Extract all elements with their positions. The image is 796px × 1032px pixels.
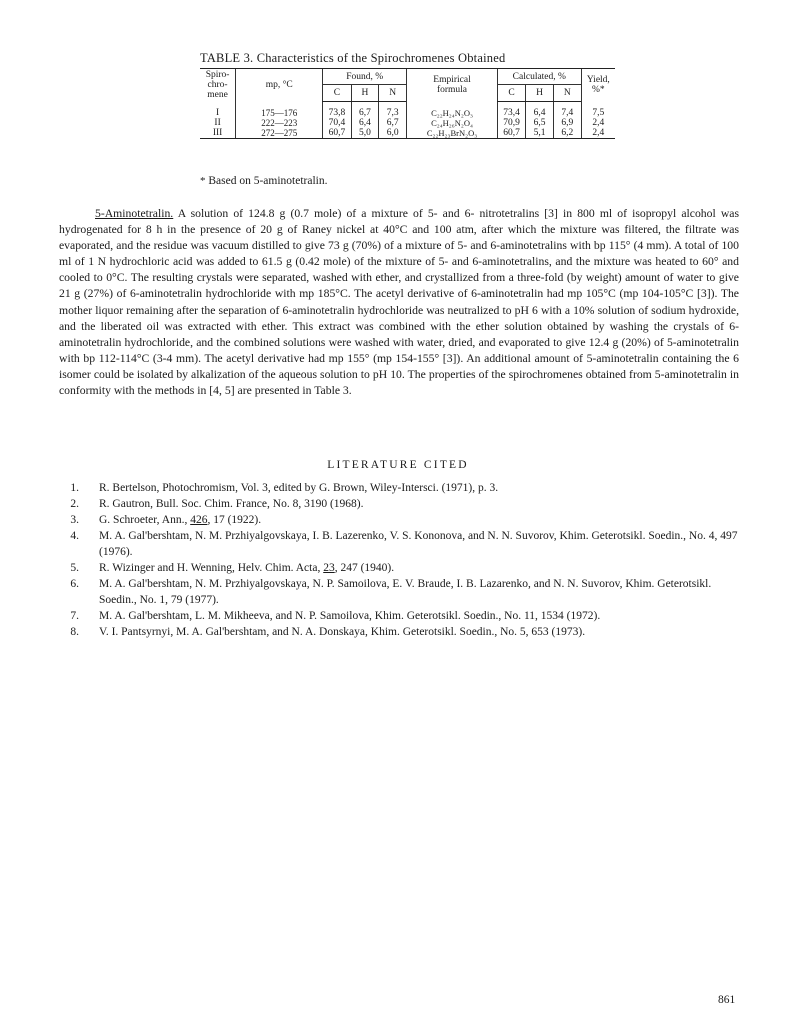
header-found-c: C (323, 85, 351, 101)
cell-found-c: 70,4 (323, 118, 351, 128)
reference-text: M. A. Gal'bershtam, N. M. Przhiyalgovskaya, N. P. Samoilova, E. V. Braude, I. B. Lazarenko, and N. N. Suvorov, Khim. Geterotsikl. Soedin., No. 1, 79 (1977). (99, 578, 712, 606)
cell-compound: I (215, 107, 220, 118)
reference-text: M. A. Gal'bershtam, N. M. Przhiyalgovskaya, I. B. Lazerenko, V. S. Kononova, and N. N. Suvorov, Khim. Geterotsikl. Soedin., No. 4, 497 (1976). (99, 530, 738, 558)
cell-calc-n: 6,9 (553, 118, 581, 128)
cell-mp: 272—275 (236, 128, 323, 139)
reference-number: 7. (70, 610, 79, 622)
header-found: Found, % (323, 69, 407, 85)
paragraph-lead: 5-Aminotetralin. (95, 207, 174, 220)
reference-text: R. Bertelson, Photochromism, Vol. 3, edited by G. Brown, Wiley-Intersci. (1971), p. 3. (99, 482, 499, 494)
reference-item (59, 480, 739, 496)
cell-calc-h: 6,5 (526, 118, 554, 128)
cell-calc-c: 73,4 (497, 108, 525, 118)
reference-item (59, 496, 739, 512)
reference-item (59, 560, 739, 576)
header-empirical-formula: Empirical formula (407, 69, 498, 102)
cell-yield: 7,5 (581, 108, 615, 118)
footnote-text: Based on 5-aminotetralin. (208, 175, 328, 187)
reference-text: R. Wizinger and H. Wenning, Helv. Chim. Acta, 23, 247 (1940). (99, 562, 395, 574)
footnote-mark: * (200, 175, 206, 187)
reference-number: 6. (70, 578, 79, 590)
reference-number: 1. (70, 482, 79, 494)
reference-number: 8. (70, 626, 79, 638)
header-calculated: Calculated, % (497, 69, 581, 85)
cell-yield: 2,4 (581, 118, 615, 128)
table-footnote (200, 175, 328, 187)
table-row (200, 118, 615, 128)
header-found-n: N (379, 85, 407, 101)
cell-found-h: 6,7 (351, 108, 379, 118)
reference-text: G. Schroeter, Ann., 426, 17 (1922). (99, 514, 262, 526)
table-row (200, 108, 615, 118)
header-calc-n: N (553, 85, 581, 101)
reference-text: V. I. Pantsyrnyi, M. A. Gal'bershtam, and N. A. Donskaya, Khim. Geterotsikl. Soedin., No. 5, 653 (1973). (99, 626, 586, 638)
header-calc-c: C (497, 85, 525, 101)
reference-item (59, 624, 739, 640)
spirochromenes-table (200, 68, 615, 139)
cell-formula: C₂₄H₂₆N₂O₄ (407, 118, 498, 128)
header-compound: Spiro- chro- mene (200, 69, 236, 102)
header-calc-h: H (526, 85, 554, 101)
reference-volume: 426 (190, 514, 208, 526)
reference-item (59, 576, 739, 608)
reference-item (59, 528, 739, 560)
cell-compound: III (200, 128, 236, 139)
body-paragraph (59, 206, 739, 399)
reference-item (59, 512, 739, 528)
cell-formula: C₂₂H₂₄N₂O₃ (407, 108, 498, 118)
literature-heading: LITERATURE CITED (327, 459, 469, 471)
cell-mp: 222—223 (236, 118, 323, 128)
cell-found-c: 73,8 (323, 108, 351, 118)
reference-list (59, 480, 739, 640)
cell-found-n: 7,3 (379, 108, 407, 118)
cell-formula: C₂₂H₂₃BrN₂O₃ (407, 128, 498, 139)
cell-found-c: 60,7 (323, 128, 351, 139)
cell-calc-n: 7,4 (553, 108, 581, 118)
page-number: 861 (718, 994, 736, 1006)
header-found-h: H (351, 85, 379, 101)
cell-found-n: 6,7 (379, 118, 407, 128)
cell-found-n: 6,0 (379, 128, 407, 139)
header-yield: Yield, %* (581, 69, 615, 102)
reference-text: M. A. Gal'bershtam, L. M. Mikheeva, and N. P. Samoilova, Khim. Geterotsikl. Soedin., No. 11, 1534 (1972). (99, 610, 601, 622)
reference-number: 5. (70, 562, 79, 574)
cell-calc-h: 5,1 (526, 128, 554, 139)
reference-number: 4. (70, 530, 79, 542)
header-mp: mp, °C (236, 69, 323, 102)
cell-mp: 175—176 (236, 108, 323, 118)
reference-volume: 23 (323, 562, 335, 574)
cell-compound: II (214, 117, 221, 128)
reference-item (59, 608, 739, 624)
cell-calc-c: 70,9 (497, 118, 525, 128)
table-row (200, 128, 615, 139)
cell-calc-c: 60,7 (497, 128, 525, 139)
cell-yield: 2,4 (581, 128, 615, 139)
reference-text: R. Gautron, Bull. Soc. Chim. France, No. 8, 3190 (1968). (99, 498, 364, 510)
cell-calc-n: 6,2 (553, 128, 581, 139)
paragraph-text: A solution of 124.8 g (0.7 mole) of a mixture of 5- and 6- nitrotetralins [3] in 800 ml of isopropyl alcohol was hydrogenated for 8 h in the presence of 20 g of Raney nickel at 40°C and 100 atm, after which the mixture was filtered, the filtrate was evaporated, and the residue was vacuum distilled to give 73 g (70%) of a mixture of 5- and 6-aminotetralins with bp 115° (4 mm). A total of 100 ml of 1 N hydrochloric acid was added to 61.5 g (0.42 mole) of the mixture of 5- and 6-aminotetralins, and the mixture was heated to 60° and cooled to 0°C. The resulting crystals were separated, washed with ether, and crystallized from a three-fold (by weight) amount of water to give 21 g (27%) of 6-aminotetralin hydrochloride with mp 185°C. The acetyl derivative of 6-aminotetralin had mp 105°C (mp 104-105°C [3]). The mother liquor remaining after the separation of 6-aminotetralin hydrochloride was neutralized to pH 6 with a 10% solution of sodium hydroxide, and the liberated oil was extracted with ether. This extract was combined with the ether solution obtained by washing the crystals of 6-aminotetralin hydrochloride, and the combined solutions were washed with water, dried, and evaporated to give 12.4 g (20%) of 5-aminotetralin with bp 112-114°C (3-4 mm). The acetyl derivative had mp 155° (mp 154-155° [3]). An additional amount of 5-aminotetralin containing the 6 isomer could be isolated by alkalization of the aqueous solution to pH 10. The properties of the spirochromenes obtained from 5-aminotetralin in conformity with the methods in [4, 5] are presented in Table 3. (59, 207, 739, 398)
reference-number: 2. (70, 498, 79, 510)
cell-found-h: 6,4 (351, 118, 379, 128)
table-caption: TABLE 3. Characteristics of the Spirochromenes Obtained (200, 51, 506, 65)
reference-number: 3. (70, 514, 79, 526)
cell-found-h: 5,0 (351, 128, 379, 139)
cell-calc-h: 6,4 (526, 108, 554, 118)
